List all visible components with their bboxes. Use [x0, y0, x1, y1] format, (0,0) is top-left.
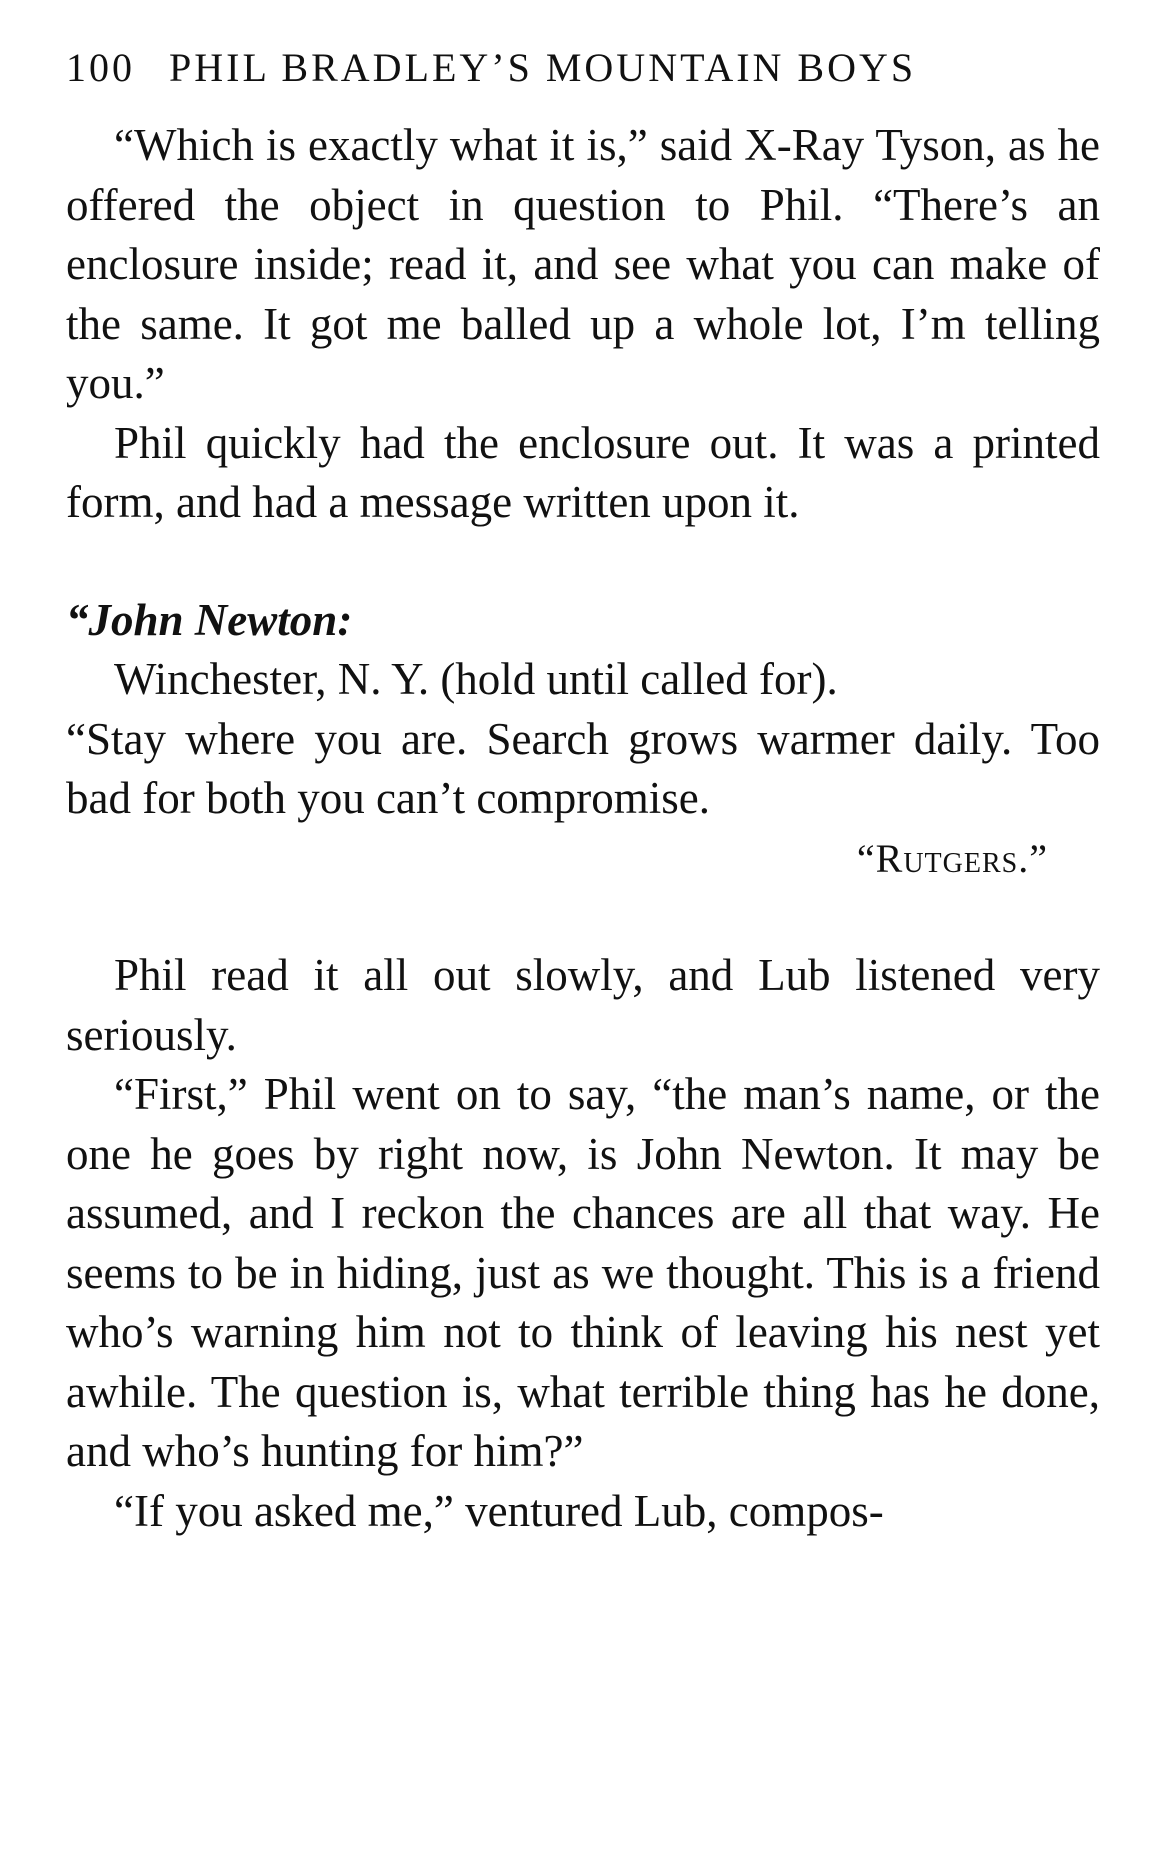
page-number: 100 — [66, 45, 135, 90]
paragraph-lub-ventures: “If you asked me,” ventured Lub, compos- — [114, 1485, 884, 1536]
message-salutation: “John Newton: — [66, 594, 353, 645]
paragraph-xray-offers-envelope: “Which is exactly what it is,” said X-Ray Tyson, as he offered the object in question to Phil. “There’s an enclosure inside; read it, and see what you can make of the same. It got me balled up a whole lot, I’m telling you.” — [66, 120, 1100, 408]
telegram-message — [66, 591, 1100, 889]
running-title: PHIL BRADLEY’S MOUNTAIN BOYS — [169, 45, 917, 90]
paragraph-phil-analysis: “First,” Phil went on to say, “the man’s name, or the one he goes by right now, is John Newton. It may be assumed, and I reckon the chances are all that way. He seems to be in hiding, just as we thought. This is a friend who’s warning him not to think of leaving his nest yet awhile. The question is, what terrible thing has he done, and who’s hunting for him?” — [66, 1069, 1100, 1476]
book-page — [66, 40, 1100, 1541]
running-header — [66, 40, 1100, 116]
paragraph-phil-reads: Phil read it all out slowly, and Lub listened very seriously. — [66, 950, 1100, 1060]
message-signature: “Rutgers.” — [856, 835, 1048, 881]
message-body: “Stay where you are. Search grows warmer daily. Too bad for both you can’t compromise. — [66, 713, 1100, 823]
paragraph-enclosure-out: Phil quickly had the enclosure out. It was a printed form, and had a message written upon it. — [66, 417, 1100, 527]
message-address: Winchester, N. Y. (hold until called for). — [114, 654, 838, 704]
